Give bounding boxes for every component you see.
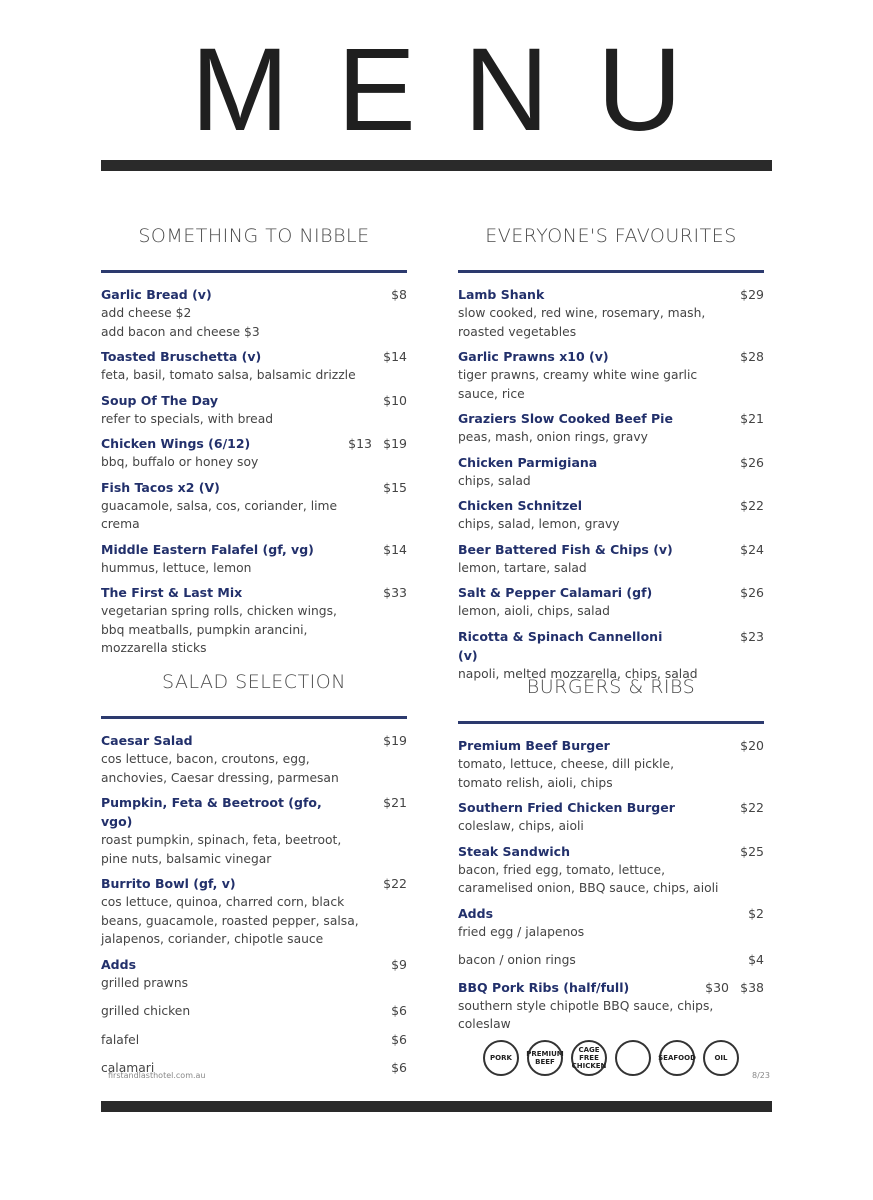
add-on-label: falafel: [101, 1032, 140, 1047]
item-desc: feta, basil, tomato salsa, balsamic drizzle: [101, 368, 356, 382]
item-price: $23: [740, 628, 764, 644]
item-desc: guacamole, salsa, cos, coriander, lime crema: [101, 498, 338, 531]
item-name: Pumpkin, Feta & Beetroot (gfo, vgo): [101, 795, 322, 829]
item-desc: peas, mash, onion rings, gravy: [458, 430, 648, 444]
item-name: Middle Eastern Falafel (gf, vg): [101, 541, 314, 557]
item-price: $15: [383, 479, 407, 495]
adds-list: [101, 1002, 407, 1078]
item-desc: cos lettuce, quinoa, charred corn, black beans, guacamole, roasted pepper, salsa, jalapenos, coriander, chipotle sauce: [101, 895, 359, 946]
menu-item: [101, 874, 407, 949]
item-desc: bacon, fried egg, tomato, lettuce, caramelised onion, BBQ sauce, chips, aioli: [458, 862, 719, 895]
item-name: Graziers Slow Cooked Beef Pie: [458, 411, 673, 426]
item-name: Steak Sandwich: [458, 843, 570, 859]
item-price-small: $30: [705, 979, 729, 995]
item-price: $22: [740, 800, 764, 815]
menu-item: [101, 793, 407, 868]
item-name: Burrito Bowl (gf, v): [101, 876, 236, 891]
item-name: Adds: [101, 956, 137, 972]
menu-item: [101, 731, 407, 787]
add-on-price: $4: [748, 952, 764, 967]
menu-item-ribs: [458, 978, 764, 1034]
item-desc: chips, salad: [458, 473, 531, 488]
section-rule: [101, 716, 407, 719]
item-desc: hummus, lettuce, lemon: [101, 560, 252, 575]
item-price: $14: [383, 349, 407, 364]
menu-item: [458, 904, 764, 942]
item-name: Southern Fried Chicken Burger: [458, 800, 675, 815]
menu-item: [458, 453, 764, 491]
item-desc: slow cooked, red wine, rosemary, mash, roasted vegetables: [458, 306, 706, 339]
section-heading: SALAD SELECTION: [162, 671, 346, 693]
item-desc: roast pumpkin, spinach, feta, beetroot, pine nuts, balsamic vinegar: [101, 833, 342, 866]
menu-item-list: [101, 285, 407, 658]
menu-item: [101, 434, 407, 472]
item-price: $33: [383, 585, 407, 600]
menu-item: [458, 798, 764, 836]
add-on-price: $6: [391, 1003, 407, 1018]
item-desc: napoli, melted mozzarella, chips, salad: [458, 666, 698, 681]
item-name: Chicken Schnitzel: [458, 498, 582, 513]
item-name: Soup Of The Day: [101, 392, 219, 408]
item-name: The First & Last Mix: [101, 585, 243, 600]
item-name: Garlic Bread (v): [101, 287, 212, 302]
add-on-row: [101, 1002, 407, 1021]
item-price: $10: [383, 392, 407, 408]
section-salad: [101, 664, 407, 1078]
item-desc: vegetarian spring rolls, chicken wings, bbq meatballs, pumpkin arancini, mozzarella sticks: [101, 604, 337, 655]
item-desc: lemon, aioli, chips, salad: [458, 604, 610, 618]
menu-title: MENU: [190, 24, 731, 156]
adds-list: [458, 951, 764, 970]
menu-item: [101, 347, 407, 385]
item-desc: chips, salad, lemon, gravy: [458, 517, 620, 531]
item-price: $22: [740, 498, 764, 513]
pork-badge-icon: PORK: [483, 1040, 519, 1076]
premium-beef-badge-icon: PREMIUM BEEF: [527, 1040, 563, 1076]
item-price: $14: [383, 541, 407, 557]
seafood-badge-icon: SEAFOOD: [659, 1040, 695, 1076]
item-price: $38: [740, 979, 764, 995]
menu-item: [101, 478, 407, 534]
section-rule: [458, 270, 764, 273]
item-price: $26: [740, 454, 764, 470]
item-desc: tomato, lettuce, cheese, dill pickle, tomato relish, aioli, chips: [458, 757, 675, 790]
item-price: $21: [383, 795, 407, 810]
bottom-divider: [101, 1101, 772, 1112]
menu-item: [101, 285, 407, 341]
add-on-price: $6: [391, 1031, 407, 1047]
add-on-label: bacon / onion rings: [458, 953, 576, 967]
item-desc: add cheese $2 add bacon and cheese $3: [101, 306, 260, 339]
item-name: Toasted Bruschetta (v): [101, 349, 262, 364]
top-divider: [101, 160, 772, 171]
item-price-small: $13: [348, 436, 372, 451]
item-price: $22: [383, 876, 407, 891]
page-number: 8/23: [752, 1071, 770, 1080]
item-price: $8: [391, 287, 407, 302]
cage-free-chicken-badge-icon: CAGE FREE CHICKEN: [571, 1040, 607, 1076]
section-rule: [101, 270, 407, 273]
item-desc: fried egg / jalapenos: [458, 924, 585, 939]
item-desc: lemon, tartare, salad: [458, 560, 587, 575]
item-desc: refer to specials, with bread: [101, 411, 274, 426]
oil-badge-icon: OIL: [703, 1040, 739, 1076]
section-favourites: [458, 218, 764, 689]
menu-item-list: [101, 731, 407, 992]
menu-item: [458, 583, 764, 621]
menu-item-list: [458, 285, 764, 683]
menu-item: [101, 540, 407, 578]
item-desc: tiger prawns, creamy white wine garlic sauce, rice: [458, 368, 698, 401]
item-price: $28: [740, 349, 764, 364]
item-name: Fish Tacos x2 (V): [101, 479, 220, 495]
menu-item: [101, 391, 407, 429]
menu-item-list: [458, 736, 764, 941]
menu-item: [458, 347, 764, 403]
add-on-row: [458, 951, 764, 970]
item-name: Ricotta & Spinach Cannelloni (v): [458, 628, 663, 663]
add-on-price: $6: [391, 1060, 407, 1075]
menu-item: [101, 583, 407, 658]
section-heading: SOMETHING TO NIBBLE: [138, 225, 370, 247]
sourcing-badges: [483, 1040, 739, 1076]
item-name: Adds: [458, 905, 494, 921]
section-nibble: [101, 218, 407, 664]
item-desc: southern style chipotle BBQ sauce, chips, coleslaw: [458, 998, 714, 1031]
menu-item: [458, 496, 764, 534]
item-name: Salt & Pepper Calamari (gf): [458, 585, 653, 600]
item-price: $21: [740, 411, 764, 426]
add-on-label: calamari: [101, 1061, 155, 1075]
add-on-label: grilled chicken: [101, 1004, 191, 1018]
section-burgers: [458, 669, 764, 1040]
add-on-row: [101, 1031, 407, 1050]
menu-item: [458, 842, 764, 898]
section-heading: BURGERS & RIBS: [526, 676, 696, 698]
item-price: $25: [740, 843, 764, 859]
item-price: $29: [740, 287, 764, 302]
item-name: Lamb Shank: [458, 287, 545, 302]
item-name: Chicken Wings (6/12): [101, 436, 251, 451]
menu-item: [458, 736, 764, 792]
item-price: $2: [748, 905, 764, 921]
item-price: $9: [391, 956, 407, 972]
item-name: Caesar Salad: [101, 733, 193, 748]
menu-item: [101, 955, 407, 993]
item-price: $24: [740, 541, 764, 557]
section-rule: [458, 721, 764, 724]
item-price: $20: [740, 738, 764, 753]
item-price: $26: [740, 585, 764, 600]
item-name: Beer Battered Fish & Chips (v): [458, 541, 673, 557]
item-price: $19: [383, 436, 407, 451]
item-desc: grilled prawns: [101, 975, 189, 990]
item-name: Premium Beef Burger: [458, 738, 610, 753]
item-price: $19: [383, 733, 407, 748]
local-badge-icon: [615, 1040, 651, 1076]
item-desc: coleslaw, chips, aioli: [458, 819, 584, 833]
item-name: Chicken Parmigiana: [458, 454, 598, 470]
item-desc: cos lettuce, bacon, croutons, egg, anchovies, Caesar dressing, parmesan: [101, 752, 339, 785]
menu-item: [458, 285, 764, 341]
menu-item: [458, 409, 764, 447]
menu-item: [458, 540, 764, 578]
website-footer: firstandlasthotel.com.au: [108, 1071, 206, 1080]
item-name: Garlic Prawns x10 (v): [458, 349, 609, 364]
section-heading: EVERYONE'S FAVOURITES: [485, 225, 737, 247]
item-desc: bbq, buffalo or honey soy: [101, 455, 259, 469]
item-name: BBQ Pork Ribs (half/full): [458, 979, 630, 995]
